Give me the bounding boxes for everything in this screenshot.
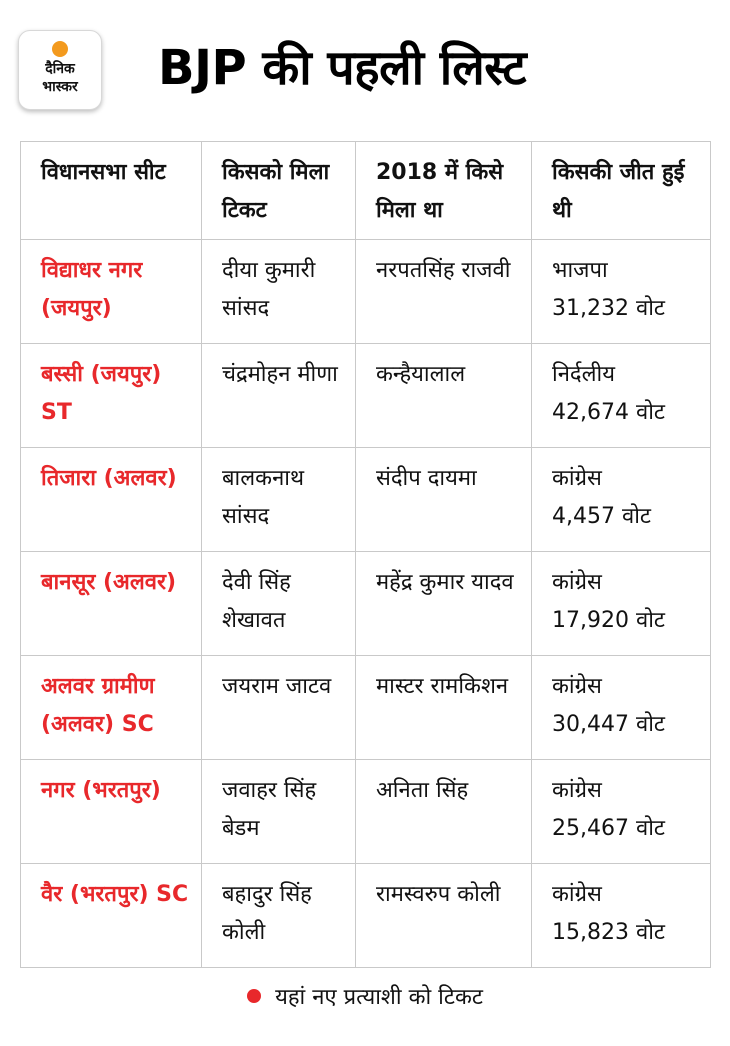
candidate-table: [20, 141, 711, 968]
table-body: [21, 240, 711, 968]
table-row: [21, 552, 711, 656]
winner-party: कांग्रेस: [552, 466, 602, 491]
winning-margin: 17,920 वोट: [552, 608, 665, 633]
header-ticket-2018: 2018 में किसे मिला था: [356, 142, 532, 240]
cell-ticket: बहादुर सिंह कोली: [202, 864, 356, 968]
cell-ticket: चंद्रमोहन मीणा: [202, 344, 356, 448]
winning-margin: 30,447 वोट: [552, 712, 665, 737]
winning-margin: 42,674 वोट: [552, 400, 665, 425]
winner-party: निर्दलीय: [552, 362, 615, 387]
cell-ticket-2018: संदीप दायमा: [356, 448, 532, 552]
cell-seat: बस्सी (जयपुर) ST: [21, 344, 202, 448]
header-ticket: किसको मिला टिकट: [202, 142, 356, 240]
cell-seat: विद्याधर नगर (जयपुर): [21, 240, 202, 344]
header-winner: किसकी जीत हुई थी: [532, 142, 711, 240]
dainik-bhaskar-logo: [18, 30, 102, 110]
cell-winner: [532, 448, 711, 552]
header-seat: विधानसभा सीट: [21, 142, 202, 240]
cell-ticket-2018: रामस्वरुप कोली: [356, 864, 532, 968]
winner-party: भाजपा: [552, 258, 608, 283]
winner-party: कांग्रेस: [552, 778, 602, 803]
cell-seat: बानसूर (अलवर): [21, 552, 202, 656]
table-row: [21, 448, 711, 552]
cell-seat: अलवर ग्रामीण (अलवर) SC: [21, 656, 202, 760]
table-row: [21, 240, 711, 344]
cell-ticket-2018: मास्टर रामकिशन: [356, 656, 532, 760]
winning-margin: 25,467 वोट: [552, 816, 665, 841]
cell-seat: तिजारा (अलवर): [21, 448, 202, 552]
cell-ticket: दीया कुमारी सांसद: [202, 240, 356, 344]
page-title: BJP की पहली लिस्ट: [158, 40, 527, 96]
cell-ticket: बालकनाथ सांसद: [202, 448, 356, 552]
table-row: [21, 344, 711, 448]
table-row: [21, 760, 711, 864]
logo-text-line1: दैनिक: [45, 61, 75, 77]
table-header-row: [21, 142, 711, 240]
cell-winner: [532, 344, 711, 448]
cell-seat: वैर (भरतपुर) SC: [21, 864, 202, 968]
cell-seat: नगर (भरतपुर): [21, 760, 202, 864]
logo-text-line2: भास्कर: [42, 79, 78, 95]
cell-ticket: जवाहर सिंह बेडम: [202, 760, 356, 864]
cell-winner: [532, 864, 711, 968]
cell-winner: [532, 656, 711, 760]
legend: [0, 978, 730, 1018]
cell-ticket-2018: महेंद्र कुमार यादव: [356, 552, 532, 656]
winning-margin: 4,457 वोट: [552, 504, 651, 529]
cell-ticket: देवी सिंह शेखावत: [202, 552, 356, 656]
cell-ticket: जयराम जाटव: [202, 656, 356, 760]
table-row: [21, 656, 711, 760]
cell-ticket-2018: कन्हैयालाल: [356, 344, 532, 448]
winner-party: कांग्रेस: [552, 674, 602, 699]
table-row: [21, 864, 711, 968]
sun-icon: [52, 41, 68, 57]
cell-winner: [532, 760, 711, 864]
cell-ticket-2018: अनिता सिंह: [356, 760, 532, 864]
red-dot-icon: [247, 989, 261, 1003]
winning-margin: 15,823 वोट: [552, 920, 665, 945]
cell-winner: [532, 552, 711, 656]
legend-text: यहां नए प्रत्याशी को टिकट: [275, 985, 483, 1010]
cell-ticket-2018: नरपतसिंह राजवी: [356, 240, 532, 344]
header: [0, 0, 730, 140]
cell-winner: [532, 240, 711, 344]
winner-party: कांग्रेस: [552, 882, 602, 907]
winner-party: कांग्रेस: [552, 570, 602, 595]
winning-margin: 31,232 वोट: [552, 296, 665, 321]
